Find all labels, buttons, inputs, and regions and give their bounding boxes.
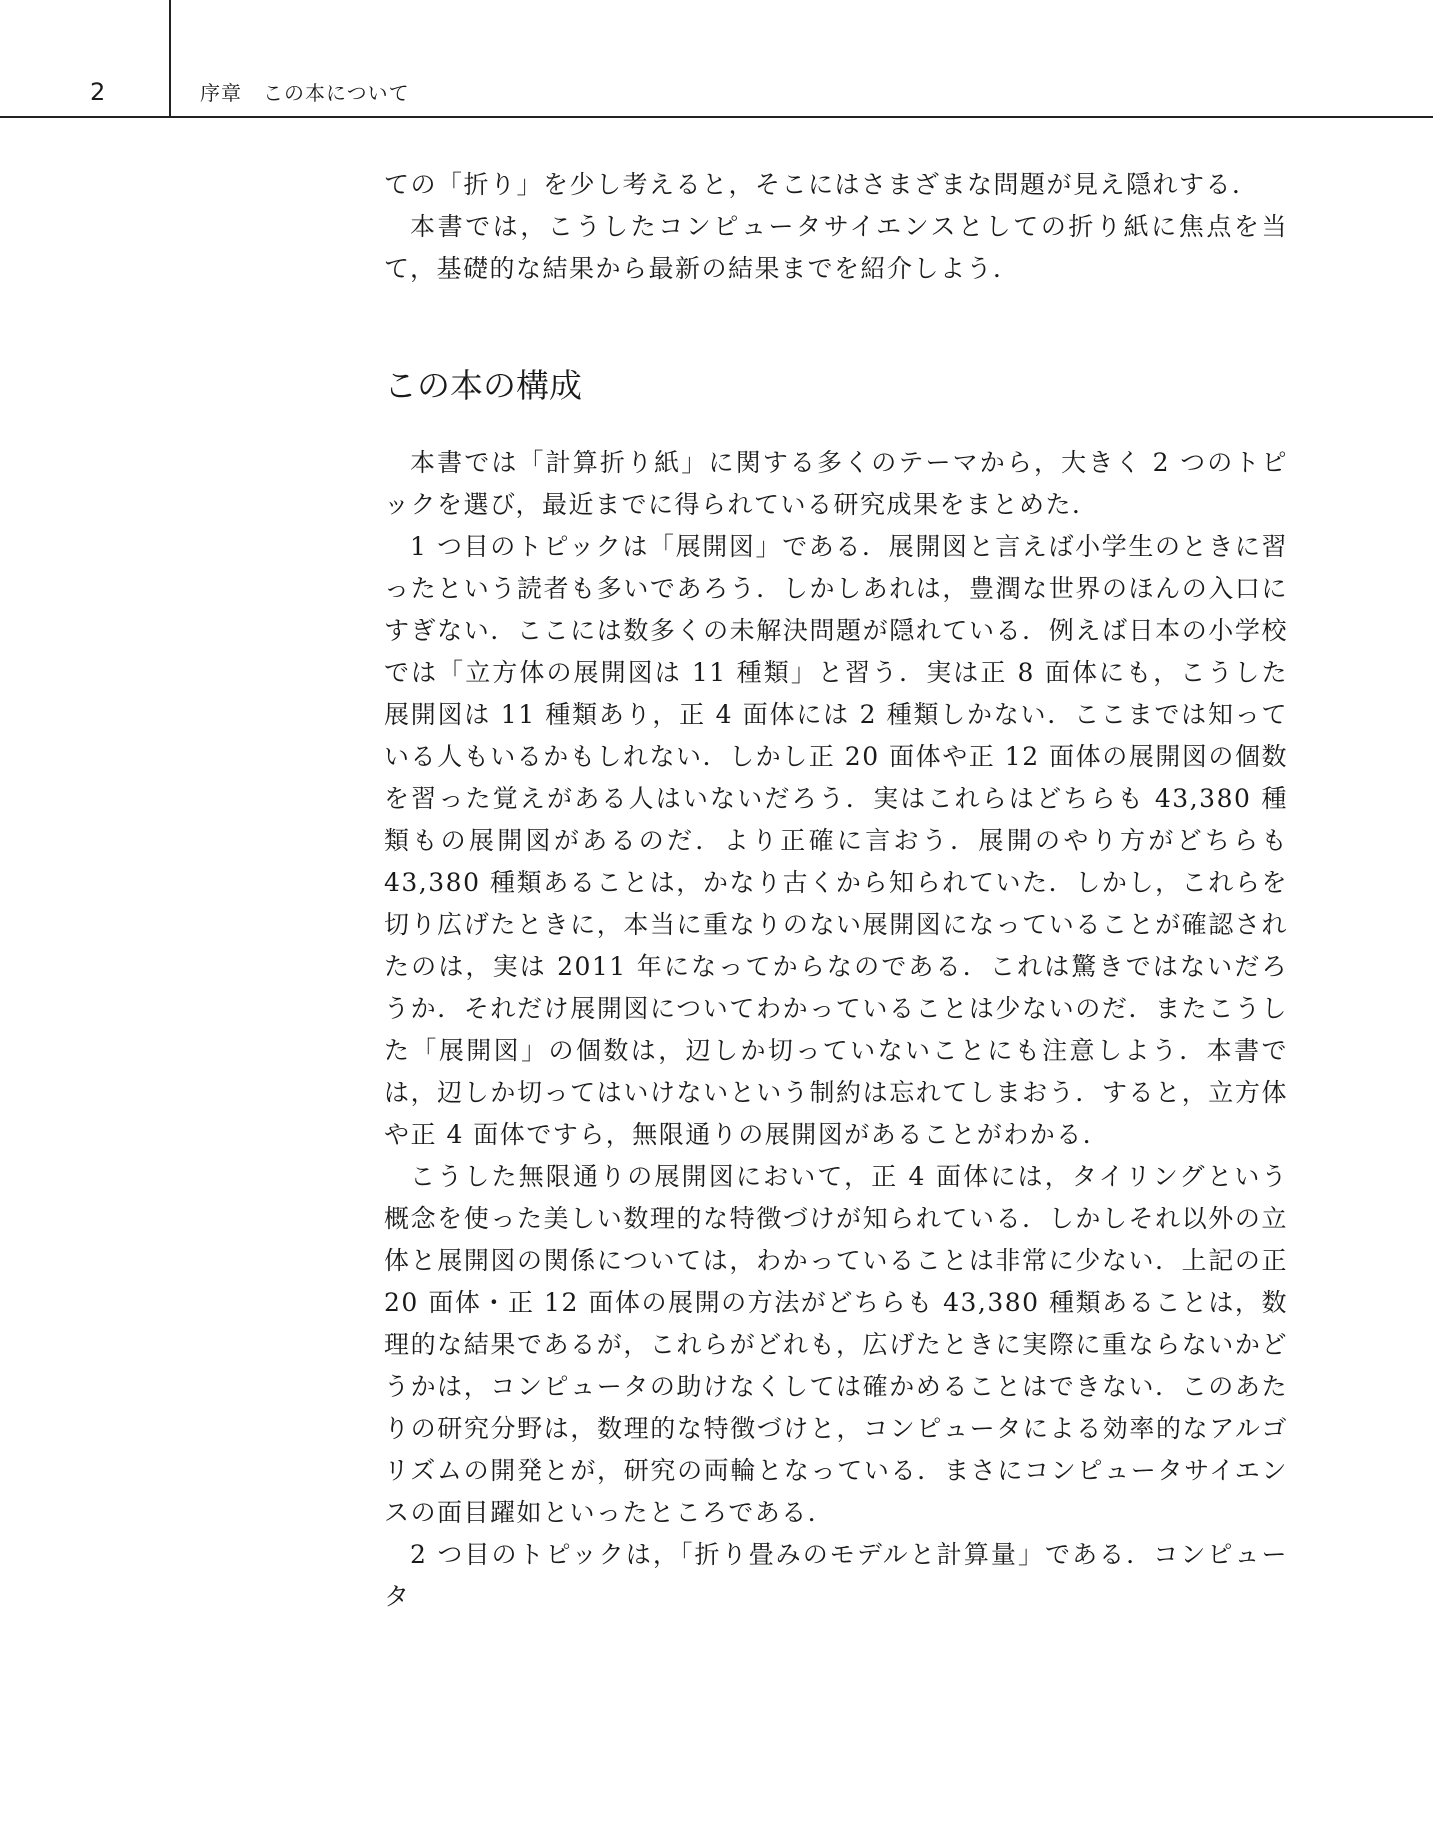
header-vertical-divider <box>169 0 171 117</box>
section-heading: この本の構成 <box>384 366 582 405</box>
paragraph: 本書では，こうしたコンピュータサイエンスとしての折り紙に焦点を当て，基礎的な結果から最新の結果までを紹介しよう． <box>384 212 1288 283</box>
paragraph: こうした無限通りの展開図において，正 4 面体には，タイリングという概念を使った美しい数理的な特徴づけが知られている．しかしそれ以外の立体と展開図の関係については，わかっていることは非常に少ない．上記の正 20 面体・正 12 面体の展開の方法がどちらも 43,380 種類あることは，数理的な結果であるが，これらがどれも，広げたときに実際に重ならないかどうかは，コンピュータの助けなくしては確かめることはできない．このあたりの研究分野は，数理的な特徴づけと，コンピュータによる効率的なアルゴリズムの開発とが，研究の両輪となっている．まさにコンピュータサイエンスの面目躍如といったところである． <box>384 1162 1288 1527</box>
paragraph: ての「折り」を少し考えると，そこにはさまざまな問題が見え隠れする． <box>384 170 1259 199</box>
page-header <box>0 0 1433 117</box>
header-horizontal-divider <box>0 116 1433 118</box>
page-number: 2 <box>90 78 106 106</box>
paragraph: 2 つ目のトピックは，「折り畳みのモデルと計算量」である．コンピュータ <box>384 1540 1288 1611</box>
page-body <box>384 164 1288 1618</box>
running-head: 序章 この本について <box>200 81 410 105</box>
paragraph: 1 つ目のトピックは「展開図」である．展開図と言えば小学生のときに習ったという読者も多いであろう．しかしあれは，豊潤な世界のほんの入口にすぎない．ここには数多くの未解決問題が隠れている．例えば日本の小学校では「立方体の展開図は 11 種類」と習う．実は正 8 面体にも，こうした展開図は 11 種類あり，正 4 面体には 2 種類しかない．ここまでは知っている人もいるかもしれない．しかし正 20 面体や正 12 面体の展開図の個数を習った覚えがある人はいないだろう．実はこれらはどちらも 43,380 種類もの展開図があるのだ．より正確に言おう．展開のやり方がどちらも 43,380 種類あることは，かなり古くから知られていた．しかし，これらを切り広げたときに，本当に重なりのない展開図になっていることが確認されたのは，実は 2011 年になってからなのである．これは驚きではないだろうか．それだけ展開図についてわかっていることは少ないのだ．またこうした「展開図」の個数は，辺しか切っていないことにも注意しよう．本書では，辺しか切ってはいけないという制約は忘れてしまおう．すると，立方体や正 4 面体ですら，無限通りの展開図があることがわかる． <box>384 532 1288 1149</box>
paragraph: 本書では「計算折り紙」に関する多くのテーマから，大きく 2 つのトピックを選び，最近までに得られている研究成果をまとめた． <box>384 448 1288 519</box>
